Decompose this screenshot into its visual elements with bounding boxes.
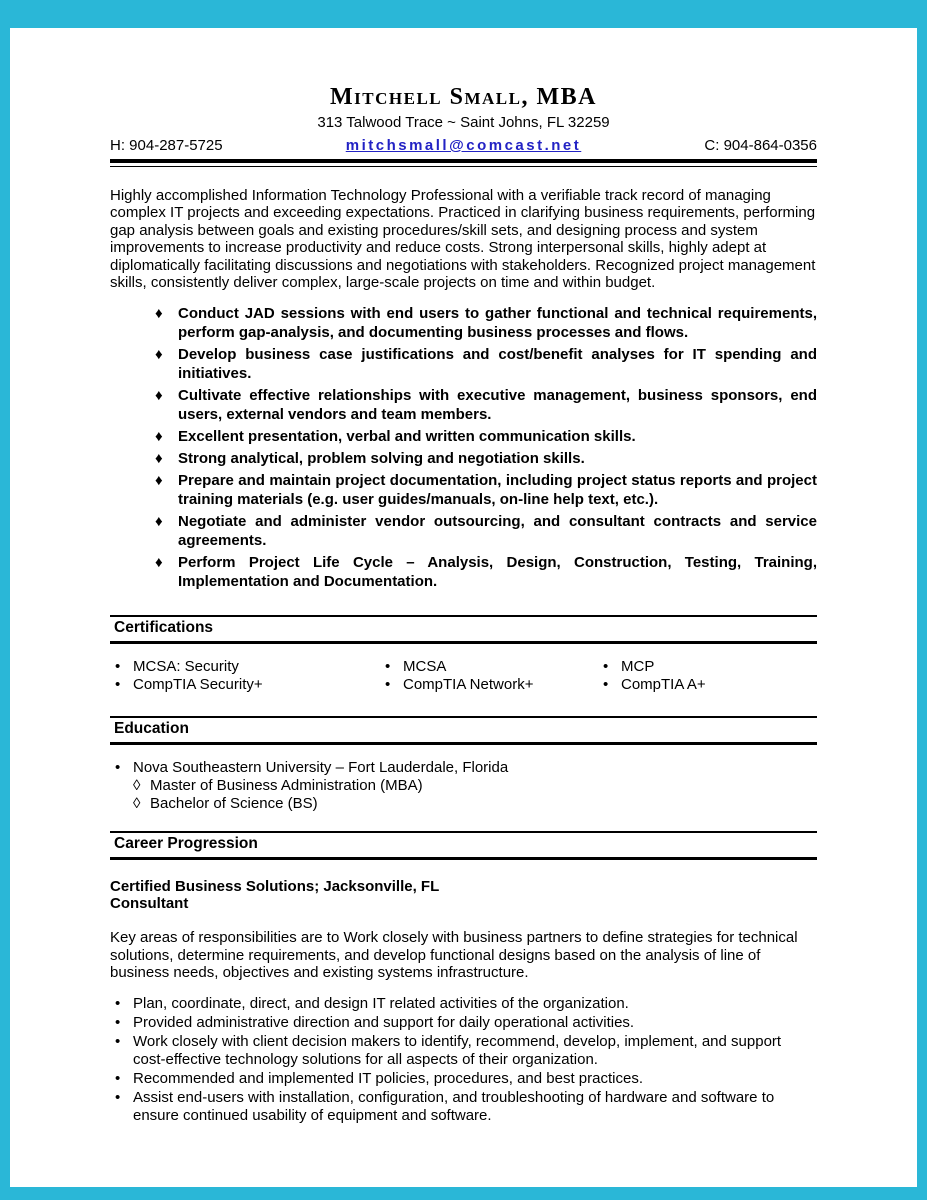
- certification-item: [603, 676, 783, 694]
- highlight-item: [155, 427, 817, 446]
- highlight-text: Perform Project Life Cycle – Analysis, Design, Construction, Testing, Training, Implementation and Documentation.: [178, 554, 817, 591]
- header-divider: [110, 159, 817, 167]
- career-bullet-list: [115, 995, 817, 1125]
- school-text: Nova Southeastern University – Fort Lauderdale, Florida: [133, 759, 509, 777]
- certifications-column: [603, 658, 783, 694]
- highlight-text: Develop business case justifications and cost/benefit analyses for IT spending and initiatives.: [178, 346, 817, 383]
- diamond-bullet-icon: ♦: [155, 346, 163, 364]
- career-bullet-item: [115, 1014, 817, 1032]
- certification-text: MCP: [621, 658, 655, 676]
- dot-bullet-icon: •: [603, 676, 609, 694]
- certification-text: CompTIA Network+: [403, 676, 534, 694]
- address-line: 313 Talwood Trace ~ Saint Johns, FL 32259: [317, 114, 610, 131]
- highlight-text: Excellent presentation, verbal and written communication skills.: [178, 428, 636, 446]
- certification-item: [603, 658, 783, 676]
- certification-text: MCSA: Security: [133, 658, 239, 676]
- career-bullet-text: Recommended and implemented IT policies, procedures, and best practices.: [133, 1069, 643, 1087]
- dot-bullet-icon: •: [115, 994, 121, 1012]
- resume-content: [10, 28, 917, 1125]
- highlight-text: Strong analytical, problem solving and negotiation skills.: [178, 450, 585, 468]
- contact-row: [110, 137, 817, 159]
- certifications-column: [115, 658, 385, 694]
- certification-item: [115, 658, 385, 676]
- dot-bullet-icon: •: [115, 1088, 121, 1106]
- certification-text: CompTIA Security+: [133, 676, 263, 694]
- summary-paragraph: Highly accomplished Information Technology Professional with a verifiable track record of managing complex IT projects and exceeding expectations. Practiced in clarifying business requirements, performing gap analysis between goals and existing procedures/skill sets, and designing process and system improvements to increase productivity and reduce costs. Strong interpersonal skills, highly adept at diplomatically facilitating discussions and negotiations with stakeholders. Recognized project management skills, consistently deliver complex, large-scale projects on time and within budget.: [110, 187, 816, 292]
- career-bullet-text: Provided administrative direction and support for daily operational activities.: [133, 1013, 635, 1031]
- dot-bullet-icon: •: [385, 676, 391, 694]
- section-heading-certifications: Certifications: [110, 615, 817, 644]
- dot-bullet-icon: •: [115, 759, 121, 777]
- education-degree: [133, 777, 817, 795]
- open-diamond-bullet-icon: ◊: [133, 777, 141, 795]
- diamond-bullet-icon: ♦: [155, 305, 163, 323]
- highlight-text: Conduct JAD sessions with end users to gather functional and technical requirements, perform gap-analysis, and documenting business processes and flows.: [178, 305, 817, 342]
- cell-phone: C: 904-864-0356: [704, 137, 817, 154]
- diamond-bullet-icon: ♦: [155, 387, 163, 405]
- highlight-item: [155, 449, 817, 468]
- certifications-column: [385, 658, 603, 694]
- highlight-item: [155, 512, 817, 550]
- open-diamond-bullet-icon: ◊: [133, 795, 141, 813]
- dot-bullet-icon: •: [115, 1069, 121, 1087]
- diamond-bullet-icon: ♦: [155, 472, 163, 490]
- career-bullet-item: [115, 1033, 817, 1069]
- career-description: Key areas of responsibilities are to Work closely with business partners to define strategies for technical solutions, determine requirements, and develop functional designs based on the analysis of line of business needs, objectives and existing systems infrastructure.: [110, 929, 798, 982]
- email-cell: [318, 137, 609, 154]
- highlight-item: [155, 345, 817, 383]
- highlight-item: [155, 471, 817, 509]
- section-heading-education: Education: [110, 716, 817, 745]
- email-link[interactable]: mitchsmall@comcast.net: [345, 137, 582, 154]
- education-school: [115, 759, 817, 777]
- highlight-text: Cultivate effective relationships with executive management, business sponsors, end users, external vendors and team members.: [178, 387, 817, 424]
- career-bullet-item: [115, 995, 817, 1013]
- highlight-text: Negotiate and administer vendor outsourcing, and consultant contracts and service agreements.: [178, 513, 817, 550]
- employer-line: Certified Business Solutions; Jacksonville, FL: [110, 878, 440, 896]
- person-name: Mitchell Small, MBA: [330, 84, 597, 110]
- highlights-list: [155, 304, 817, 591]
- certification-item: [385, 658, 603, 676]
- job-title: Consultant: [110, 895, 189, 913]
- section-heading-career-progression: Career Progression: [110, 831, 817, 860]
- diamond-bullet-icon: ♦: [155, 554, 163, 572]
- education-list: [115, 759, 817, 813]
- career-bullet-text: Assist end-users with installation, configuration, and troubleshooting of hardware and software to ensure continued usability of equipment and software.: [133, 1088, 775, 1124]
- certifications-columns: [115, 658, 817, 694]
- degree-text: Master of Business Administration (MBA): [150, 777, 423, 795]
- career-bullet-text: Plan, coordinate, direct, and design IT related activities of the organization.: [133, 994, 629, 1012]
- certification-item: [115, 676, 385, 694]
- certification-text: MCSA: [403, 658, 447, 676]
- highlight-item: [155, 304, 817, 342]
- diamond-bullet-icon: ♦: [155, 450, 163, 468]
- career-bullet-item: [115, 1089, 817, 1125]
- highlight-item: [155, 553, 817, 591]
- dot-bullet-icon: •: [115, 658, 121, 676]
- highlight-text: Prepare and maintain project documentation, including project status reports and project training materials (e.g. user guides/manuals, on-line help text, etc.).: [178, 472, 817, 509]
- certification-text: CompTIA A+: [621, 676, 706, 694]
- dot-bullet-icon: •: [115, 676, 121, 694]
- degree-text: Bachelor of Science (BS): [150, 795, 318, 813]
- education-degree: [133, 795, 817, 813]
- dot-bullet-icon: •: [385, 658, 391, 676]
- dot-bullet-icon: •: [115, 1032, 121, 1050]
- career-bullet-item: [115, 1070, 817, 1088]
- highlight-item: [155, 386, 817, 424]
- diamond-bullet-icon: ♦: [155, 428, 163, 446]
- dot-bullet-icon: •: [115, 1013, 121, 1031]
- certification-item: [385, 676, 603, 694]
- career-bullet-text: Work closely with client decision makers to identify, recommend, develop, implement, and support cost-effective technology solutions for all aspects of their organization.: [133, 1032, 782, 1068]
- diamond-bullet-icon: ♦: [155, 513, 163, 531]
- dot-bullet-icon: •: [603, 658, 609, 676]
- home-phone: H: 904-287-5725: [110, 137, 223, 154]
